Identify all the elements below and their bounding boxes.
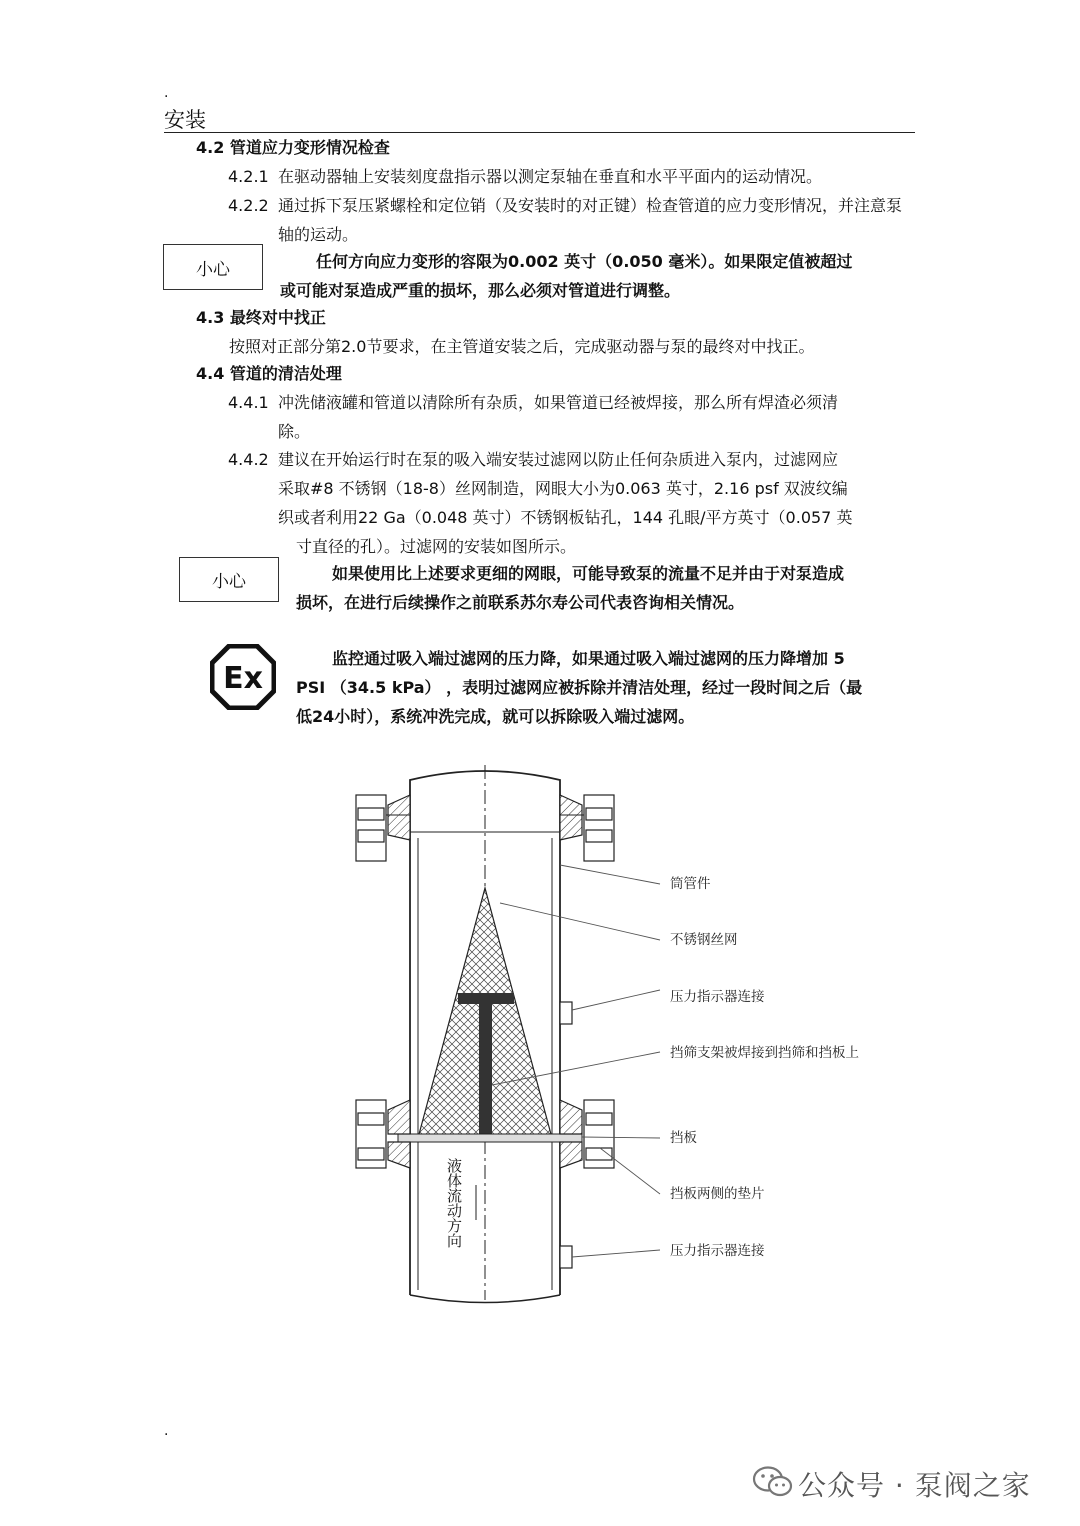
item-4-2-2-text: 通过拆下泵压紧螺栓和定位销（及安装时的对正键）检查管道的应力变形情况，并注意泵轴的运动。 [278, 196, 903, 244]
item-4-2-2-number: 4.2.2 [228, 196, 269, 215]
page-dot-top: . [164, 85, 169, 101]
leader-line-pressure-lower [572, 1250, 660, 1257]
item-4-4-2-number: 4.4.2 [228, 450, 269, 469]
section-4-3-heading: 4.3 最终对中找正 [196, 308, 326, 327]
diagram-label-pressure-connection-lower: 压力指示器连接 [670, 1243, 765, 1259]
diagram-label-strainer-support: 挡筛支架被焊接到挡筛和挡板上 [670, 1045, 859, 1061]
diagram-label-gaskets: 挡板两侧的垫片 [670, 1186, 765, 1202]
item-4-4-1-number: 4.4.1 [228, 393, 269, 412]
ex-note-line-3: 低24小时），系统冲洗完成，就可以拆除吸入端过滤网。 [296, 707, 695, 726]
section-4-2-heading: 4.2 管道应力变形情况检查 [196, 138, 390, 157]
diagram-label-stainless-mesh: 不锈钢丝网 [670, 932, 738, 948]
page-header: 安装 [164, 108, 206, 132]
caution-2-line-1: 如果使用比上述要求更细的网眼，可能导致泵的流量不足并由于对泵造成 [332, 564, 845, 583]
item-4-4-2-line-4: 寸直径的孔）。过滤网的安装如图所示。 [296, 537, 577, 556]
item-4-4-2-line-2: 采取#8 不锈钢（18-8）丝网制造，网眼大小为0.063 英寸，2.16 psf 双波纹编 [278, 479, 848, 498]
caution-label: 小心 [196, 259, 230, 280]
page-dot-bottom: . [164, 1423, 169, 1439]
caution-1-line-2: 或可能对泵造成严重的损坏，那么必须对管道进行调整。 [280, 281, 681, 300]
ex-symbol-text: Ex [223, 661, 263, 696]
ex-note-line-1: 监控通过吸入端过滤网的压力降，如果通过吸入端过滤网的压力降增加 5 [332, 649, 845, 668]
caution-2-line-2: 损坏，在进行后续操作之前联系苏尔寿公司代表咨询相关情况。 [296, 593, 745, 612]
diagram-label-pipe-spool: 筒管件 [670, 876, 711, 892]
item-4-4-2-line-1: 建议在开始运行时在泵的吸入端安装过滤网以防止任何杂质进入泵内，过滤网应 [278, 450, 839, 469]
leader-line-gasket [600, 1148, 660, 1194]
ex-note-line-2: PSI （34.5 kPa） ，表明过滤网应被拆除并清洁处理，经过一段时间之后（最 [296, 678, 863, 697]
caution-label: 小心 [212, 572, 246, 592]
leader-line-baffle [582, 1137, 660, 1138]
diagram-label-baffle: 挡板 [670, 1130, 697, 1146]
item-4-2-1-number: 4.2.1 [228, 167, 269, 186]
item-4-4-1-line-2: 除。 [278, 422, 311, 441]
caution-1-line-1: 任何方向应力变形的容限为0.002 英寸（0.050 毫米）。如果限定值被超过 [316, 252, 853, 271]
leader-line-support [492, 1052, 660, 1085]
diagram-label-pressure-connection-upper: 压力指示器连接 [670, 989, 765, 1005]
item-4-4-2-line-3: 织或者利用22 Ga（0.048 英寸）不锈钢板钻孔，144 孔眼/平方英寸（0.057 英 [278, 508, 853, 527]
item-4-4-1-line-1: 冲洗储液罐和管道以清除所有杂质，如果管道已经被焊接，那么所有焊渣必须清 [278, 393, 839, 412]
section-4-3-text: 按照对正部分第2.0节要求，在主管道安装之后，完成驱动器与泵的最终对中找正。 [229, 337, 815, 356]
item-4-2-1-text: 在驱动器轴上安装刻度盘指示器以测定泵轴在垂直和水平平面内的运动情况。 [278, 167, 823, 186]
leader-line-pipe [560, 865, 660, 884]
leader-line-mesh [500, 903, 660, 940]
flow-direction-label: 液体流动方向 [445, 1158, 463, 1248]
section-4-4-heading: 4.4 管道的清洁处理 [196, 364, 342, 383]
leader-line-pressure-upper [572, 990, 660, 1010]
watermark-text: 公众号 · 泵阀之家 [798, 1469, 1031, 1502]
wechat-logo-icon [752, 1464, 794, 1500]
